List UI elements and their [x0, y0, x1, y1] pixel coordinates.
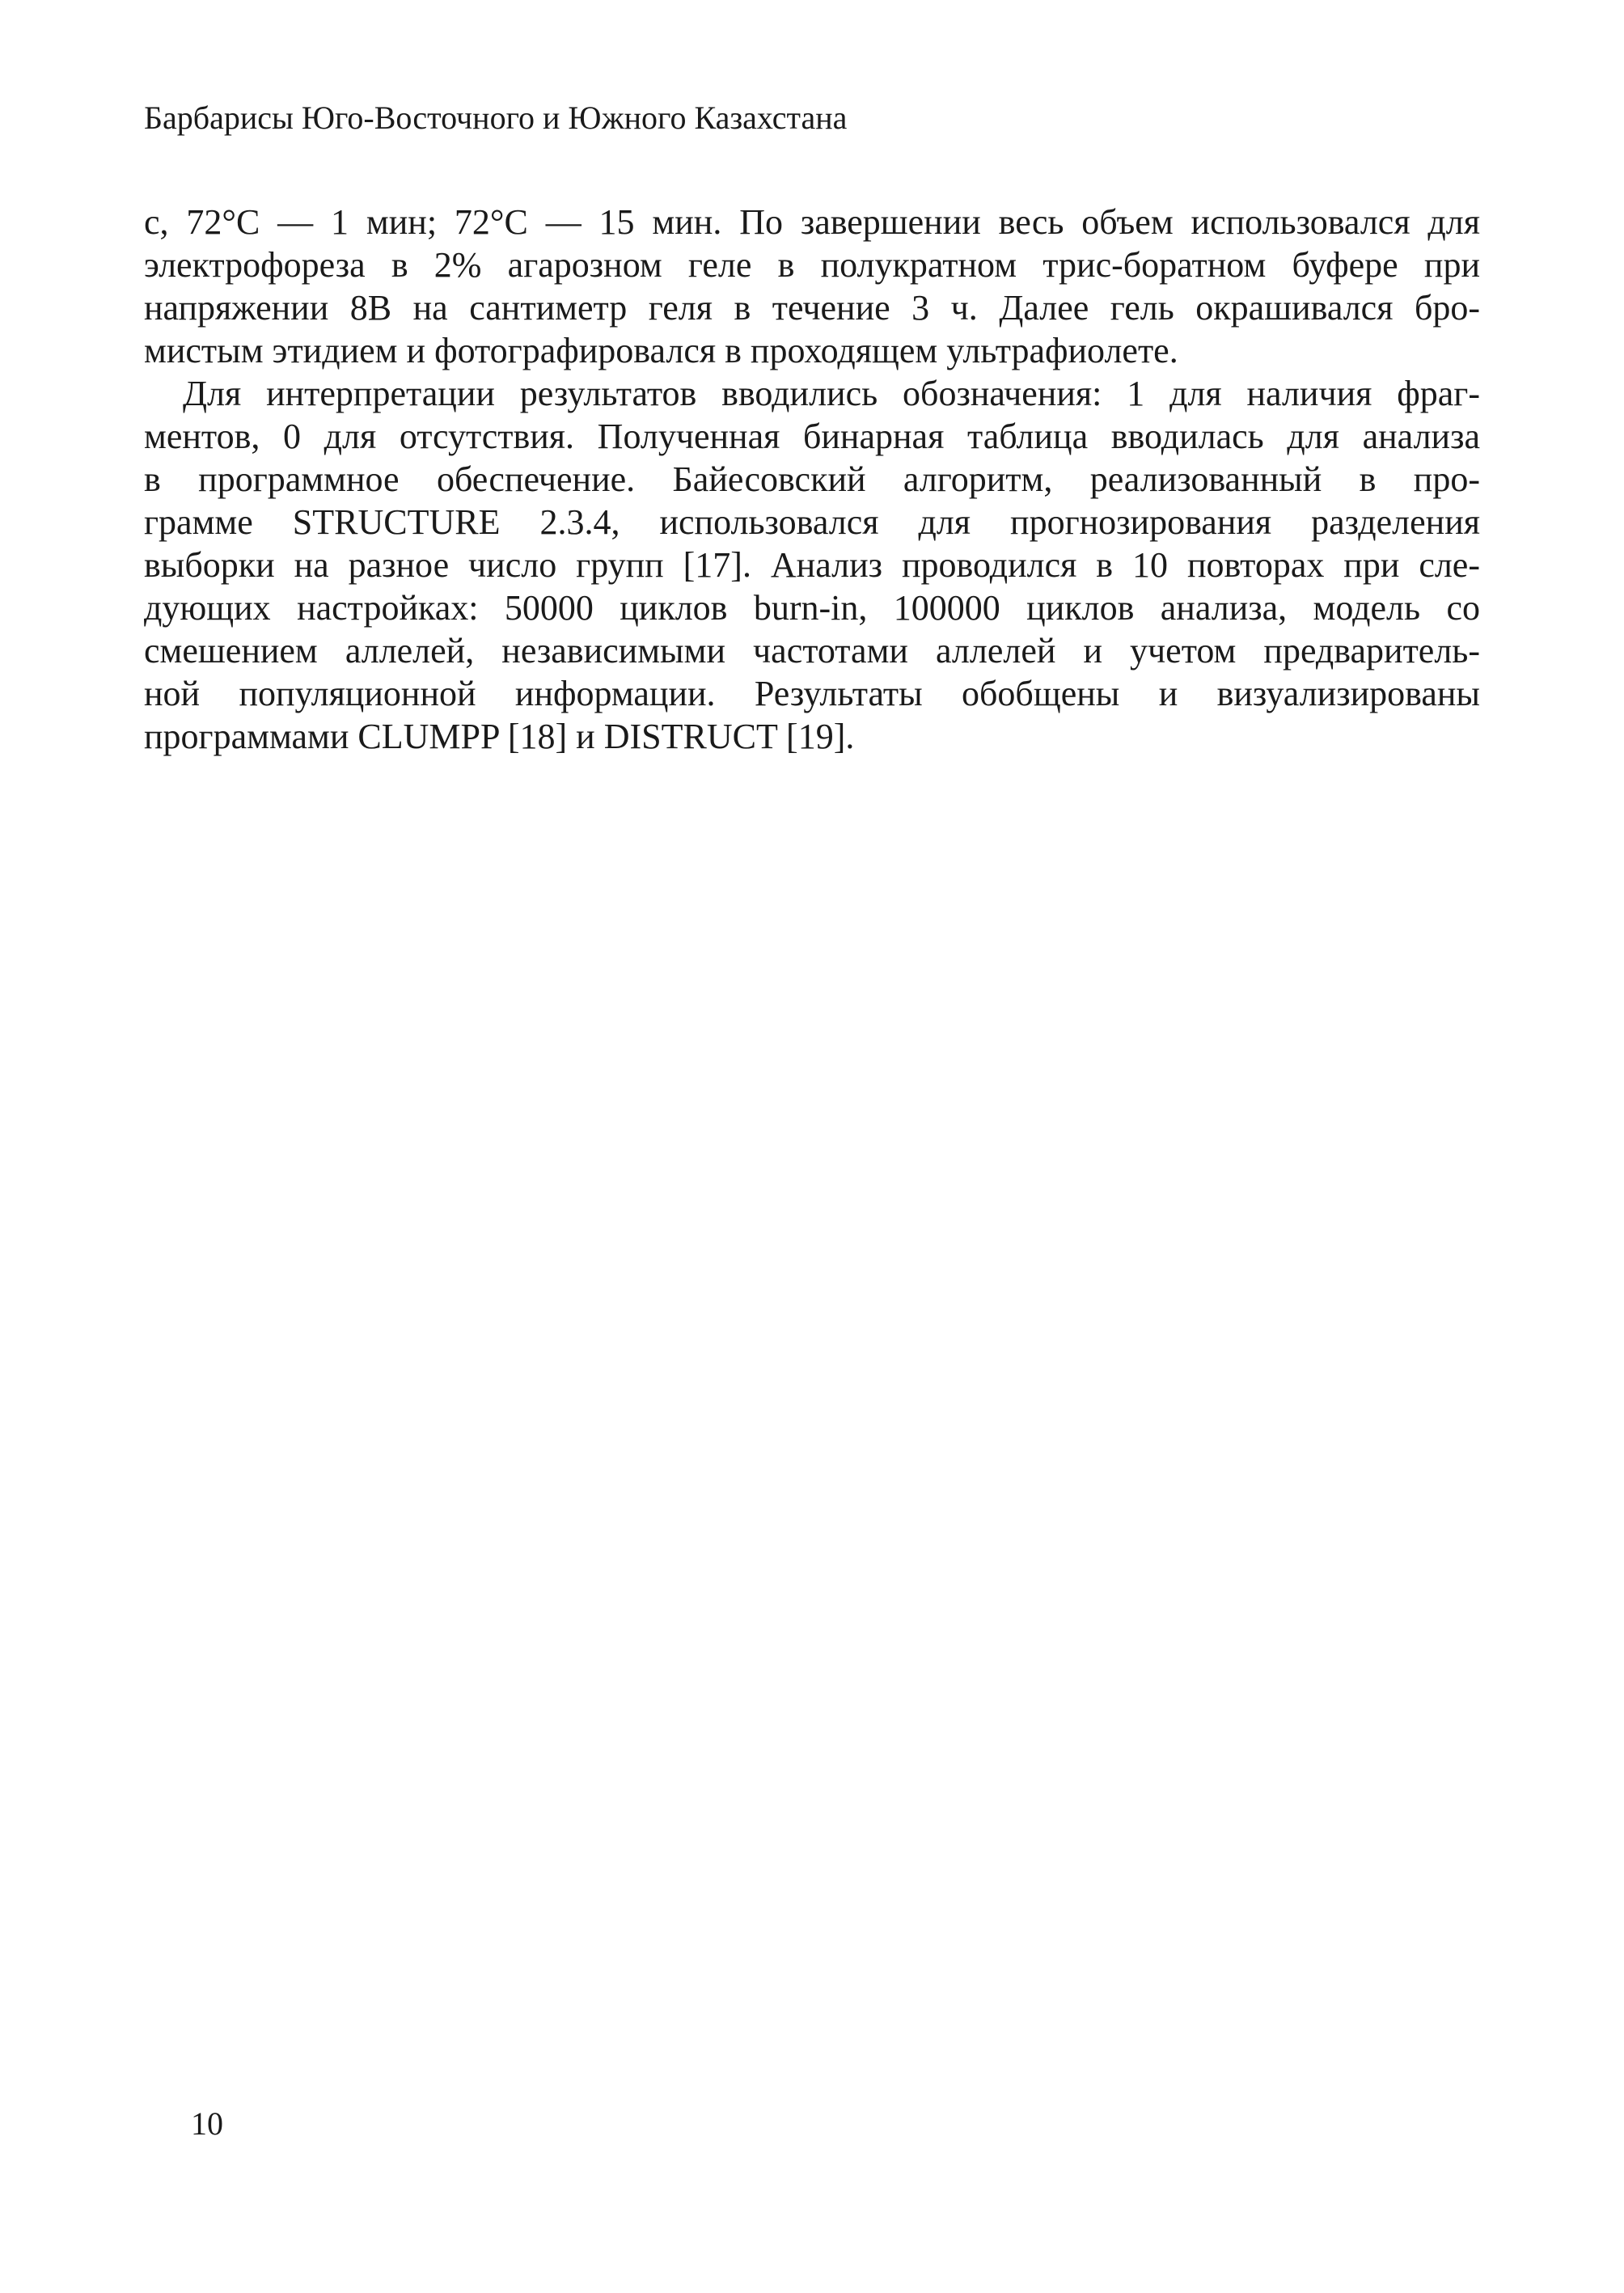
paragraph-2-line-3: в программное обеспечение. Байесовский алгоритм, реализованный в про- [144, 459, 1480, 499]
paragraph-2-line-8: ной популяционной информации. Результаты обобщены и визуализированы [144, 674, 1480, 713]
paragraph-2-line-5: выборки на разное число групп [17]. Анализ проводился в 10 повторах при сле- [144, 545, 1480, 585]
paragraph-2-line-1: Для интерпретации результатов вводились обозначения: 1 для наличия фраг- [183, 374, 1480, 413]
paragraph-2-line-6: дующих настройках: 50000 циклов burn-in, 100000 циклов анализа, модель со [144, 588, 1480, 628]
paragraph-1-line-2: электрофореза в 2% агарозном геле в полукратном трис-боратном буфере при [144, 245, 1480, 285]
paragraph-1-line-4: мистым этидием и фотографировался в проходящем ультрафиолете. [144, 331, 1178, 370]
paragraph-1-line-3: напряжении 8В на сантиметр геля в течение 3 ч. Далее гель окрашивался бро- [144, 288, 1480, 328]
paragraph-2-line-7: смешением аллелей, независимыми частотами аллелей и учетом предваритель- [144, 631, 1480, 671]
paragraph-2-line-9: программами CLUMPP [18] и DISTRUCT [19]. [144, 717, 855, 756]
running-header: Барбарисы Юго-Восточного и Южного Казахстана [144, 99, 848, 136]
page-number: 10 [191, 2105, 223, 2142]
paragraph-1-line-1: с, 72°С — 1 мин; 72°С — 15 мин. По завершении весь объем использовался для [144, 202, 1480, 242]
body-text [144, 201, 1480, 758]
paragraph-2-line-4: грамме STRUCTURE 2.3.4, использовался для прогнозирования разделения [144, 502, 1480, 542]
paragraph-2-line-2: ментов, 0 для отсутствия. Полученная бинарная таблица вводилась для анализа [144, 417, 1480, 456]
